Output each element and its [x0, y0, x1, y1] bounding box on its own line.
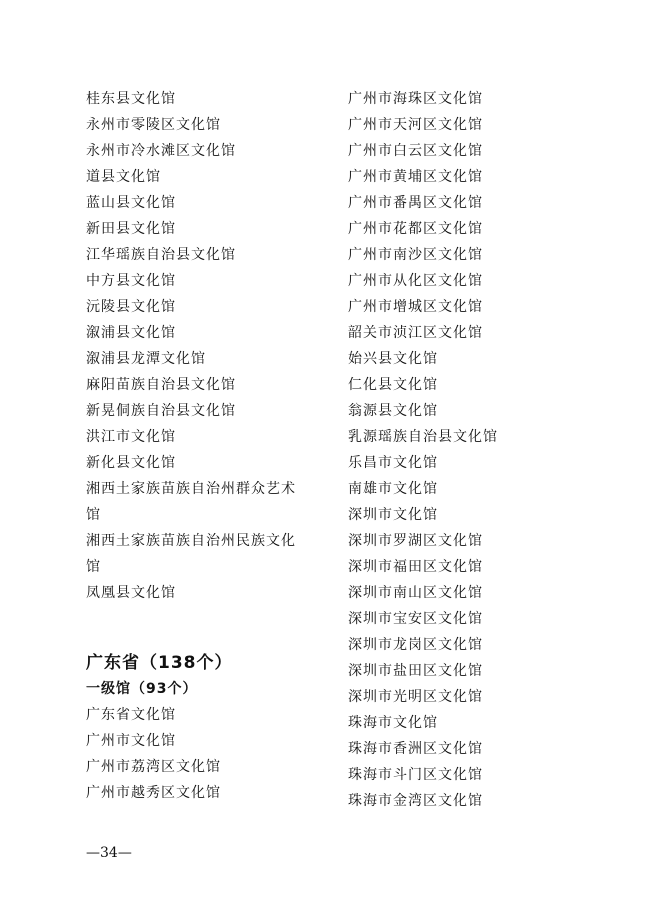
list-item: 永州市冷水滩区文化馆	[86, 143, 236, 159]
list-item: 凤凰县文化馆	[86, 585, 176, 601]
list-item: 乳源瑶族自治县文化馆	[348, 429, 498, 445]
list-item: 新化县文化馆	[86, 455, 176, 471]
list-item: 广州市文化馆	[86, 733, 176, 749]
list-item: 新晃侗族自治县文化馆	[86, 403, 236, 419]
list-item: 广州市从化区文化馆	[348, 273, 483, 289]
list-item: 深圳市光明区文化馆	[348, 689, 483, 705]
list-item: 湘西土家族苗族自治州群众艺术	[86, 481, 296, 497]
list-item: 广州市花都区文化馆	[348, 221, 483, 237]
list-item: 珠海市香洲区文化馆	[348, 741, 483, 757]
list-item: 珠海市斗门区文化馆	[348, 767, 483, 783]
list-item: 广州市越秀区文化馆	[86, 785, 221, 801]
right-entries	[348, 86, 648, 814]
list-item: 广州市黄埔区文化馆	[348, 169, 483, 185]
list-item: 溆浦县龙潭文化馆	[86, 351, 206, 367]
list-item: 馆	[86, 507, 101, 523]
list-item: 馆	[86, 559, 101, 575]
list-item: 广州市番禺区文化馆	[348, 195, 483, 211]
list-item: 翁源县文化馆	[348, 403, 438, 419]
list-item: 始兴县文化馆	[348, 351, 438, 367]
list-item: 深圳市罗湖区文化馆	[348, 533, 483, 549]
list-item: 广州市海珠区文化馆	[348, 91, 483, 107]
list-item: 溆浦县文化馆	[86, 325, 176, 341]
list-item: 广州市天河区文化馆	[348, 117, 483, 133]
list-item: 仁化县文化馆	[348, 377, 438, 393]
page-number: —34—	[86, 845, 132, 861]
list-item: 沅陵县文化馆	[86, 299, 176, 315]
list-item: 蓝山县文化馆	[86, 195, 176, 211]
province-heading: 广东省（138个）	[86, 653, 233, 673]
tier-heading: 一级馆（93个）	[86, 681, 198, 697]
list-item: 乐昌市文化馆	[348, 455, 438, 471]
left-column	[86, 86, 326, 806]
list-item: 广州市南沙区文化馆	[348, 247, 483, 263]
list-item: 深圳市龙岗区文化馆	[348, 637, 483, 653]
list-item: 广州市荔湾区文化馆	[86, 759, 221, 775]
list-item: 南雄市文化馆	[348, 481, 438, 497]
list-item: 深圳市宝安区文化馆	[348, 611, 483, 627]
list-item: 永州市零陵区文化馆	[86, 117, 221, 133]
list-item: 韶关市浈江区文化馆	[348, 325, 483, 341]
list-item: 珠海市文化馆	[348, 715, 438, 731]
list-item: 湘西土家族苗族自治州民族文化	[86, 533, 296, 549]
list-item: 深圳市文化馆	[348, 507, 438, 523]
list-item: 广东省文化馆	[86, 707, 176, 723]
list-item: 广州市白云区文化馆	[348, 143, 483, 159]
list-item: 深圳市南山区文化馆	[348, 585, 483, 601]
list-item: 洪江市文化馆	[86, 429, 176, 445]
section-gap	[86, 606, 326, 650]
list-item: 桂东县文化馆	[86, 91, 176, 107]
list-item: 江华瑶族自治县文化馆	[86, 247, 236, 263]
list-item: 新田县文化馆	[86, 221, 176, 237]
list-item: 深圳市盐田区文化馆	[348, 663, 483, 679]
right-column	[348, 86, 648, 814]
list-item: 麻阳苗族自治县文化馆	[86, 377, 236, 393]
left-entries-before	[86, 86, 326, 606]
list-item: 中方县文化馆	[86, 273, 176, 289]
left-entries-after	[86, 702, 326, 806]
list-item: 广州市增城区文化馆	[348, 299, 483, 315]
list-item: 珠海市金湾区文化馆	[348, 793, 483, 809]
list-item: 深圳市福田区文化馆	[348, 559, 483, 575]
list-item: 道县文化馆	[86, 169, 161, 185]
